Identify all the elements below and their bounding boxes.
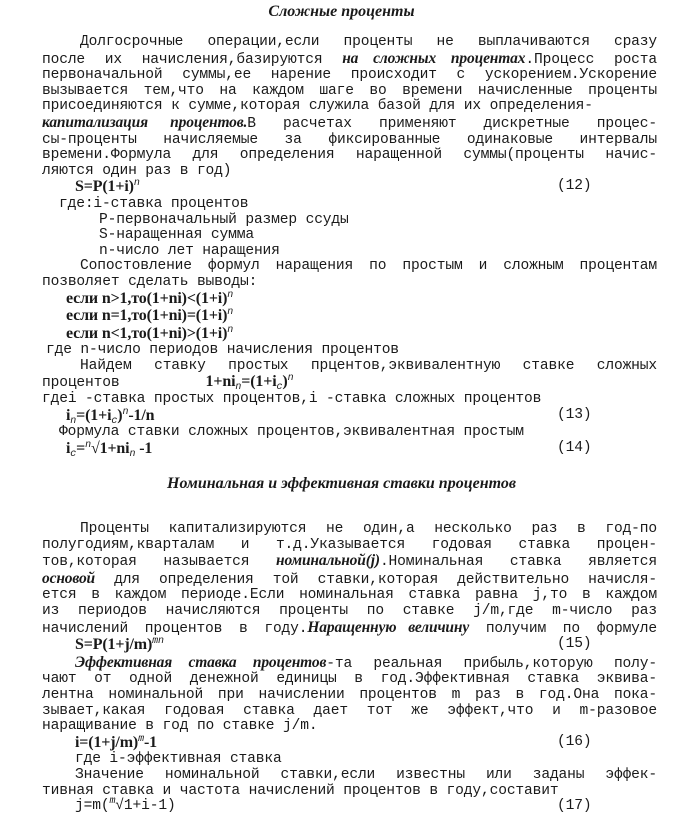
text-span: первоначальной суммы,ее нарение происходит с ускорением.Ускорение — [42, 67, 657, 84]
formula-line — [0, 179, 683, 197]
text-line — [0, 259, 657, 275]
text-span: ляются один раз в год) — [42, 162, 232, 179]
text-line — [0, 588, 657, 604]
section-nominal-effective-rates — [0, 522, 683, 815]
text-span: получим по формуле — [469, 620, 658, 637]
formula-span: n — [133, 178, 140, 190]
text-line — [0, 522, 657, 538]
text-line — [0, 244, 683, 260]
text-span: Долгосрочные операции,если проценты не выплачиваются сразу — [80, 34, 657, 50]
text-span: где:i-ставка процентов — [59, 195, 249, 212]
text-line — [0, 213, 683, 229]
text-span: полугодиям,кварталам и т.д.Указывается годовая ставка процен- — [42, 536, 657, 553]
text-span: Сопостовление формул наращения по простым и сложным процентам — [80, 258, 657, 275]
text-span: зывает,какая годовая ставка дает тот же эффект,что и m-разовое — [42, 702, 657, 719]
text-span: времени.Формула для определения наращенной суммы(проценты начис- — [42, 147, 657, 164]
text-line — [0, 326, 683, 344]
text-span: Найдем ставку простых прцентов,эквивалентную ставке сложных — [80, 357, 657, 374]
text-span: начислений процентов в году. — [42, 620, 308, 637]
formula-span: mn — [152, 636, 164, 648]
text-span: j=m( — [75, 798, 110, 815]
text-span: Значение номинальной ставки,если известны или заданы эффек- — [75, 766, 657, 783]
text-line — [0, 425, 683, 441]
text-line — [0, 784, 683, 800]
emphasis-term: Эффективная ставка процентов — [75, 653, 327, 671]
formula-span: если n<1,то(1+ni)>(1+i) — [66, 324, 228, 342]
formula-span: n — [235, 382, 242, 394]
text-span: .Номинальная ставка является — [379, 554, 657, 571]
text-line — [0, 688, 657, 704]
section-title-nominal-effective-rates: Номинальная и эффективная ставки процентов — [167, 475, 516, 492]
formula-span: =(1+i — [241, 373, 277, 391]
text-span: гдеi -ставка простых процентов,i -ставка сложных процентов — [42, 391, 542, 408]
text-span: .Процесс роста — [525, 51, 657, 68]
text-line — [0, 68, 657, 84]
text-span: для определения той ставки,которая действительно начисля- — [95, 571, 657, 588]
equation-number: (17) — [557, 798, 592, 815]
text-span: S-наращенная сумма — [99, 227, 254, 244]
formula-span: m — [109, 796, 116, 808]
text-line — [0, 308, 683, 326]
formula-span: ) — [282, 373, 288, 391]
text-line — [0, 99, 683, 115]
text-span: ется в каждом периоде.Если номинальная ставка равна j,то в каждом — [42, 587, 657, 604]
text-span: процентов — [42, 375, 206, 392]
text-span: тов,которая называется — [42, 554, 277, 571]
text-line — [0, 768, 657, 784]
text-span: лентна номинальной при начислении процентов m раз в год.Она пока- — [42, 686, 657, 703]
text-span: где i-эффективная ставка — [75, 751, 282, 768]
text-span: Формула ставки сложных процентов,эквивалентная простым — [59, 424, 524, 441]
text-span: чают от одной денежной единицы в год.Эффективная ставка эквива- — [42, 671, 657, 688]
formula-span: √1+ni — [90, 439, 130, 457]
formula-line — [0, 796, 683, 815]
formula-span: n — [227, 324, 234, 336]
text-line — [0, 374, 683, 392]
formula-line — [0, 637, 683, 655]
emphasis-term: Наращенную величину — [307, 618, 470, 636]
formula-span: -1 — [143, 733, 157, 751]
text-line — [0, 672, 657, 688]
text-span: -та реальная прибыль,которую полу- — [326, 655, 657, 672]
emphasis-term: основой — [42, 569, 96, 587]
text-line — [0, 655, 657, 673]
text-line — [0, 228, 683, 244]
text-line — [0, 133, 657, 149]
formula-span: n — [227, 307, 234, 319]
formula-span: c — [70, 448, 77, 460]
formula-span: S=P(1+j/m) — [75, 636, 153, 654]
equation-number: (12) — [557, 178, 592, 195]
text-line — [0, 392, 683, 408]
text-line — [0, 35, 657, 51]
emphasis-term: номинальной(j) — [276, 552, 380, 570]
text-line — [0, 359, 657, 375]
text-span: наращивание в год по ставке j/m. — [42, 718, 318, 735]
section-compound-interest — [0, 35, 683, 458]
text-line — [0, 148, 657, 164]
text-span: √1+i-1) — [115, 798, 176, 815]
text-line — [0, 197, 683, 213]
text-span: Проценты капитализируются не один,а несколько раз в год-по — [80, 521, 657, 537]
text-span: присоединяются к сумме,которая служила базой для их определения- — [42, 98, 593, 115]
emphasis-term: капитализация процентов. — [42, 113, 248, 131]
formula-span: если n=1,то(1+ni)=(1+i) — [66, 307, 228, 325]
text-span: P-первоначальный размер ссуды — [99, 211, 349, 228]
text-span: вызывается тем,что на каждом шаге во времени начисленные проценты — [42, 82, 657, 99]
text-span: В расчетах применяют дискретные процес- — [247, 115, 657, 132]
section-title-compound-interest: Сложные проценты — [268, 3, 415, 20]
formula-span: n — [85, 439, 91, 451]
formula-line — [0, 441, 683, 459]
text-line — [0, 115, 657, 133]
text-line — [0, 164, 683, 180]
formula-span: n — [122, 406, 129, 418]
text-span: сы-проценты начисляемые за фиксированные одинаковые интервалы — [42, 131, 657, 148]
formula-span: ) — [117, 406, 123, 424]
formula-span: -1/n — [128, 406, 155, 424]
text-line — [0, 604, 657, 620]
text-line — [0, 571, 657, 589]
formula-span: c — [276, 382, 283, 394]
formula-span: i=(1+j/m) — [75, 733, 139, 751]
text-line — [0, 620, 657, 638]
equation-number: (15) — [557, 636, 592, 653]
formula-span: c — [111, 415, 118, 427]
formula-line — [0, 408, 683, 426]
text-line — [0, 343, 683, 359]
text-span: где n-число периодов начисления процентов — [46, 342, 399, 359]
text-line — [0, 553, 657, 571]
formula-span: n — [287, 373, 294, 385]
equation-number: (16) — [557, 733, 592, 750]
formula-span: n — [129, 448, 136, 460]
text-line — [0, 704, 657, 720]
formula-span: S=P(1+i) — [75, 178, 134, 196]
formula-span: если n>1,то(1+ni)<(1+i) — [66, 289, 228, 307]
formula-line — [0, 735, 683, 753]
formula-span: -1 — [135, 439, 153, 457]
text-span: после их начисления,базируются — [42, 51, 343, 68]
emphasis-term: на сложных процентах — [342, 49, 526, 67]
text-span: тивная ставка и частота начислений процентов в году,составит — [42, 782, 559, 799]
equation-number: (14) — [557, 439, 592, 456]
formula-span: m — [138, 733, 144, 745]
text-line — [0, 538, 657, 554]
formula-span: i — [66, 406, 71, 424]
formula-span: n — [227, 289, 234, 301]
formula-span: = — [76, 439, 86, 457]
text-span: n-число лет наращения — [99, 242, 280, 259]
text-span: позволяет сделать выводы: — [42, 273, 258, 290]
formula-span: i — [66, 439, 71, 457]
formula-span: n — [70, 415, 77, 427]
text-line — [0, 275, 683, 291]
text-line — [0, 719, 683, 735]
formula-span: =(1+i — [76, 406, 112, 424]
formula-span: 1+ni — [205, 373, 236, 391]
text-span: из периодов начисляются проценты по ставке j/m,где m-число раз — [42, 602, 657, 619]
text-line — [0, 51, 657, 69]
text-line — [0, 291, 683, 309]
text-line — [0, 752, 683, 768]
equation-number: (13) — [557, 406, 592, 423]
